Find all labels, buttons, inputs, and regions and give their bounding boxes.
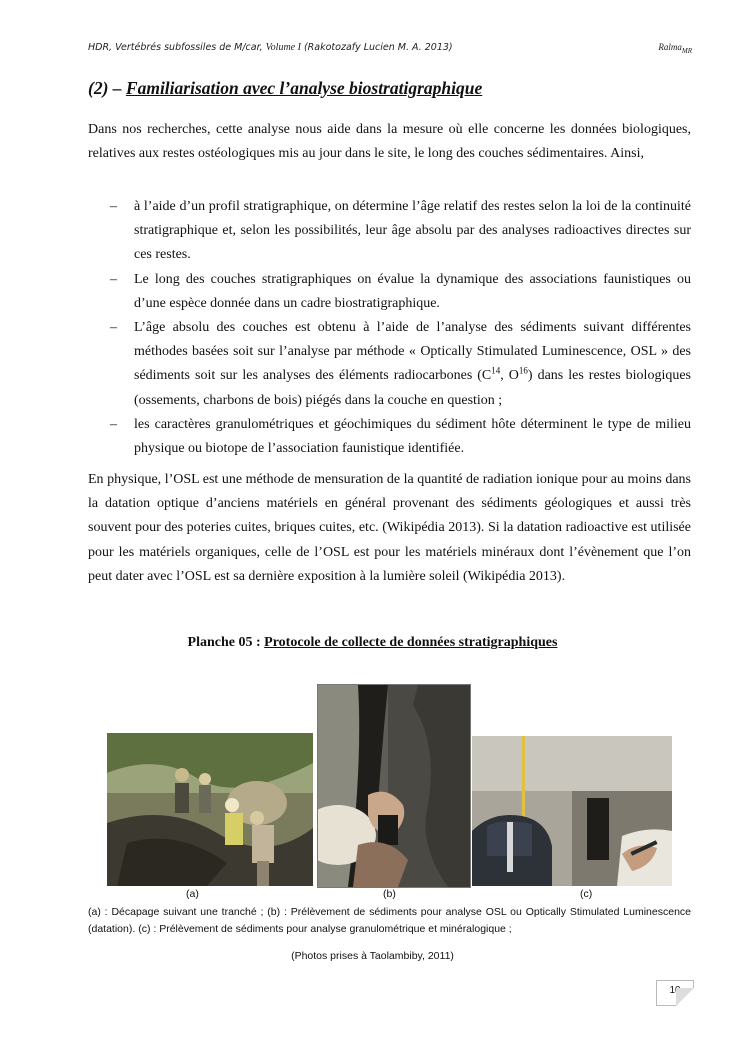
header-title: HDR, Vertébrés subfossiles de M/car, Volume I (Rakotozafy Lucien M. A. 2013) (88, 42, 453, 53)
list-item: – les caractères granulométriques et géochimiques du sédiment hôte déterminent le type de milieu physique ou biotope de l’association faunistique identifiée. (110, 416, 691, 457)
header-author-mark: Ralma$_{MR}$ (658, 42, 692, 55)
page-number: 10 (669, 985, 681, 996)
plate-title: Planche 05 : Protocole de collecte de données stratigraphiques (187, 635, 558, 650)
section-number: (2) – (88, 78, 126, 98)
list-item: – L’âge absolu des couches est obtenu à l’aide de l’analyse des sédiments suivant différentes méthodes basées soit sur l’analyse par méthode « Optically Stimulated Luminescence, OSL » des sédiments soit sur les analyses des éléments radiocarbones ($C^{14}$, $O^{16}$) dans les restes biologiques (ossements, charbons de bois) piégés dans la couche en question ; (110, 320, 691, 408)
photo-a-excavation (107, 733, 313, 886)
photo-source: (Photos prises à Taolambiby, 2011) (291, 950, 454, 962)
section-title: Familiarisation avec l’analyse biostratigraphique (125, 78, 483, 98)
photo-label-c: (c) (580, 888, 593, 900)
photo-b-osl-sampling (317, 684, 471, 888)
osl-paragraph: En physique, l’OSL est une méthode de mensuration de la quantité de radiation ionique pour au moins dans la datation optique d’anciens matériels en général provenant des sédiments géologiques et aussi très souvent pour des poteries cuites, briques cuites, etc. (Wikipédia 2013). Si la datation radioactive est utilisée pour les matériels organiques, celle de l’OSL est pour les matériels minéraux dont l’évènement que l’on peut dater avec l’OSL est sa dernière exposition à la lumière soleil (Wikipédia 2013). (88, 472, 691, 584)
intro-paragraph: Dans nos recherches, cette analyse nous aide dans la mesure où elle concerne les données biologiques, relatives aux restes ostéologiques mis au jour dans le site, le long des couches sédimentaires. Ainsi, (88, 122, 691, 162)
figure-legend: (a) : Décapage suivant une tranché ; (b) : Prélèvement de sédiments pour analyse OSL ou Optically Stimulated Luminescence (datation). (c) : Prélèvement de sédiments pour analyse granulométrique et minéralogique ; (88, 906, 691, 935)
photo-c-sediment-sampling (472, 736, 672, 886)
bullet-list (88, 195, 691, 461)
photo-label-a: (a) (186, 888, 199, 900)
page-fold-corner (676, 988, 694, 1006)
section-heading (88, 78, 482, 99)
list-item: – Le long des couches stratigraphiques on évalue la dynamique des associations faunistiques ou d’une espèce donnée dans un cadre biostratigraphique. (110, 271, 691, 311)
page-number-box (656, 980, 694, 1006)
running-header (88, 42, 692, 55)
list-item: – à l’aide d’un profil stratigraphique, on détermine l’âge relatif des restes selon la loi de la continuité stratigraphique et, selon les possibilités, leur âge absolu par des analyses radioactives directes sur ces restes. (110, 199, 691, 263)
photo-label-b: (b) (383, 888, 396, 900)
